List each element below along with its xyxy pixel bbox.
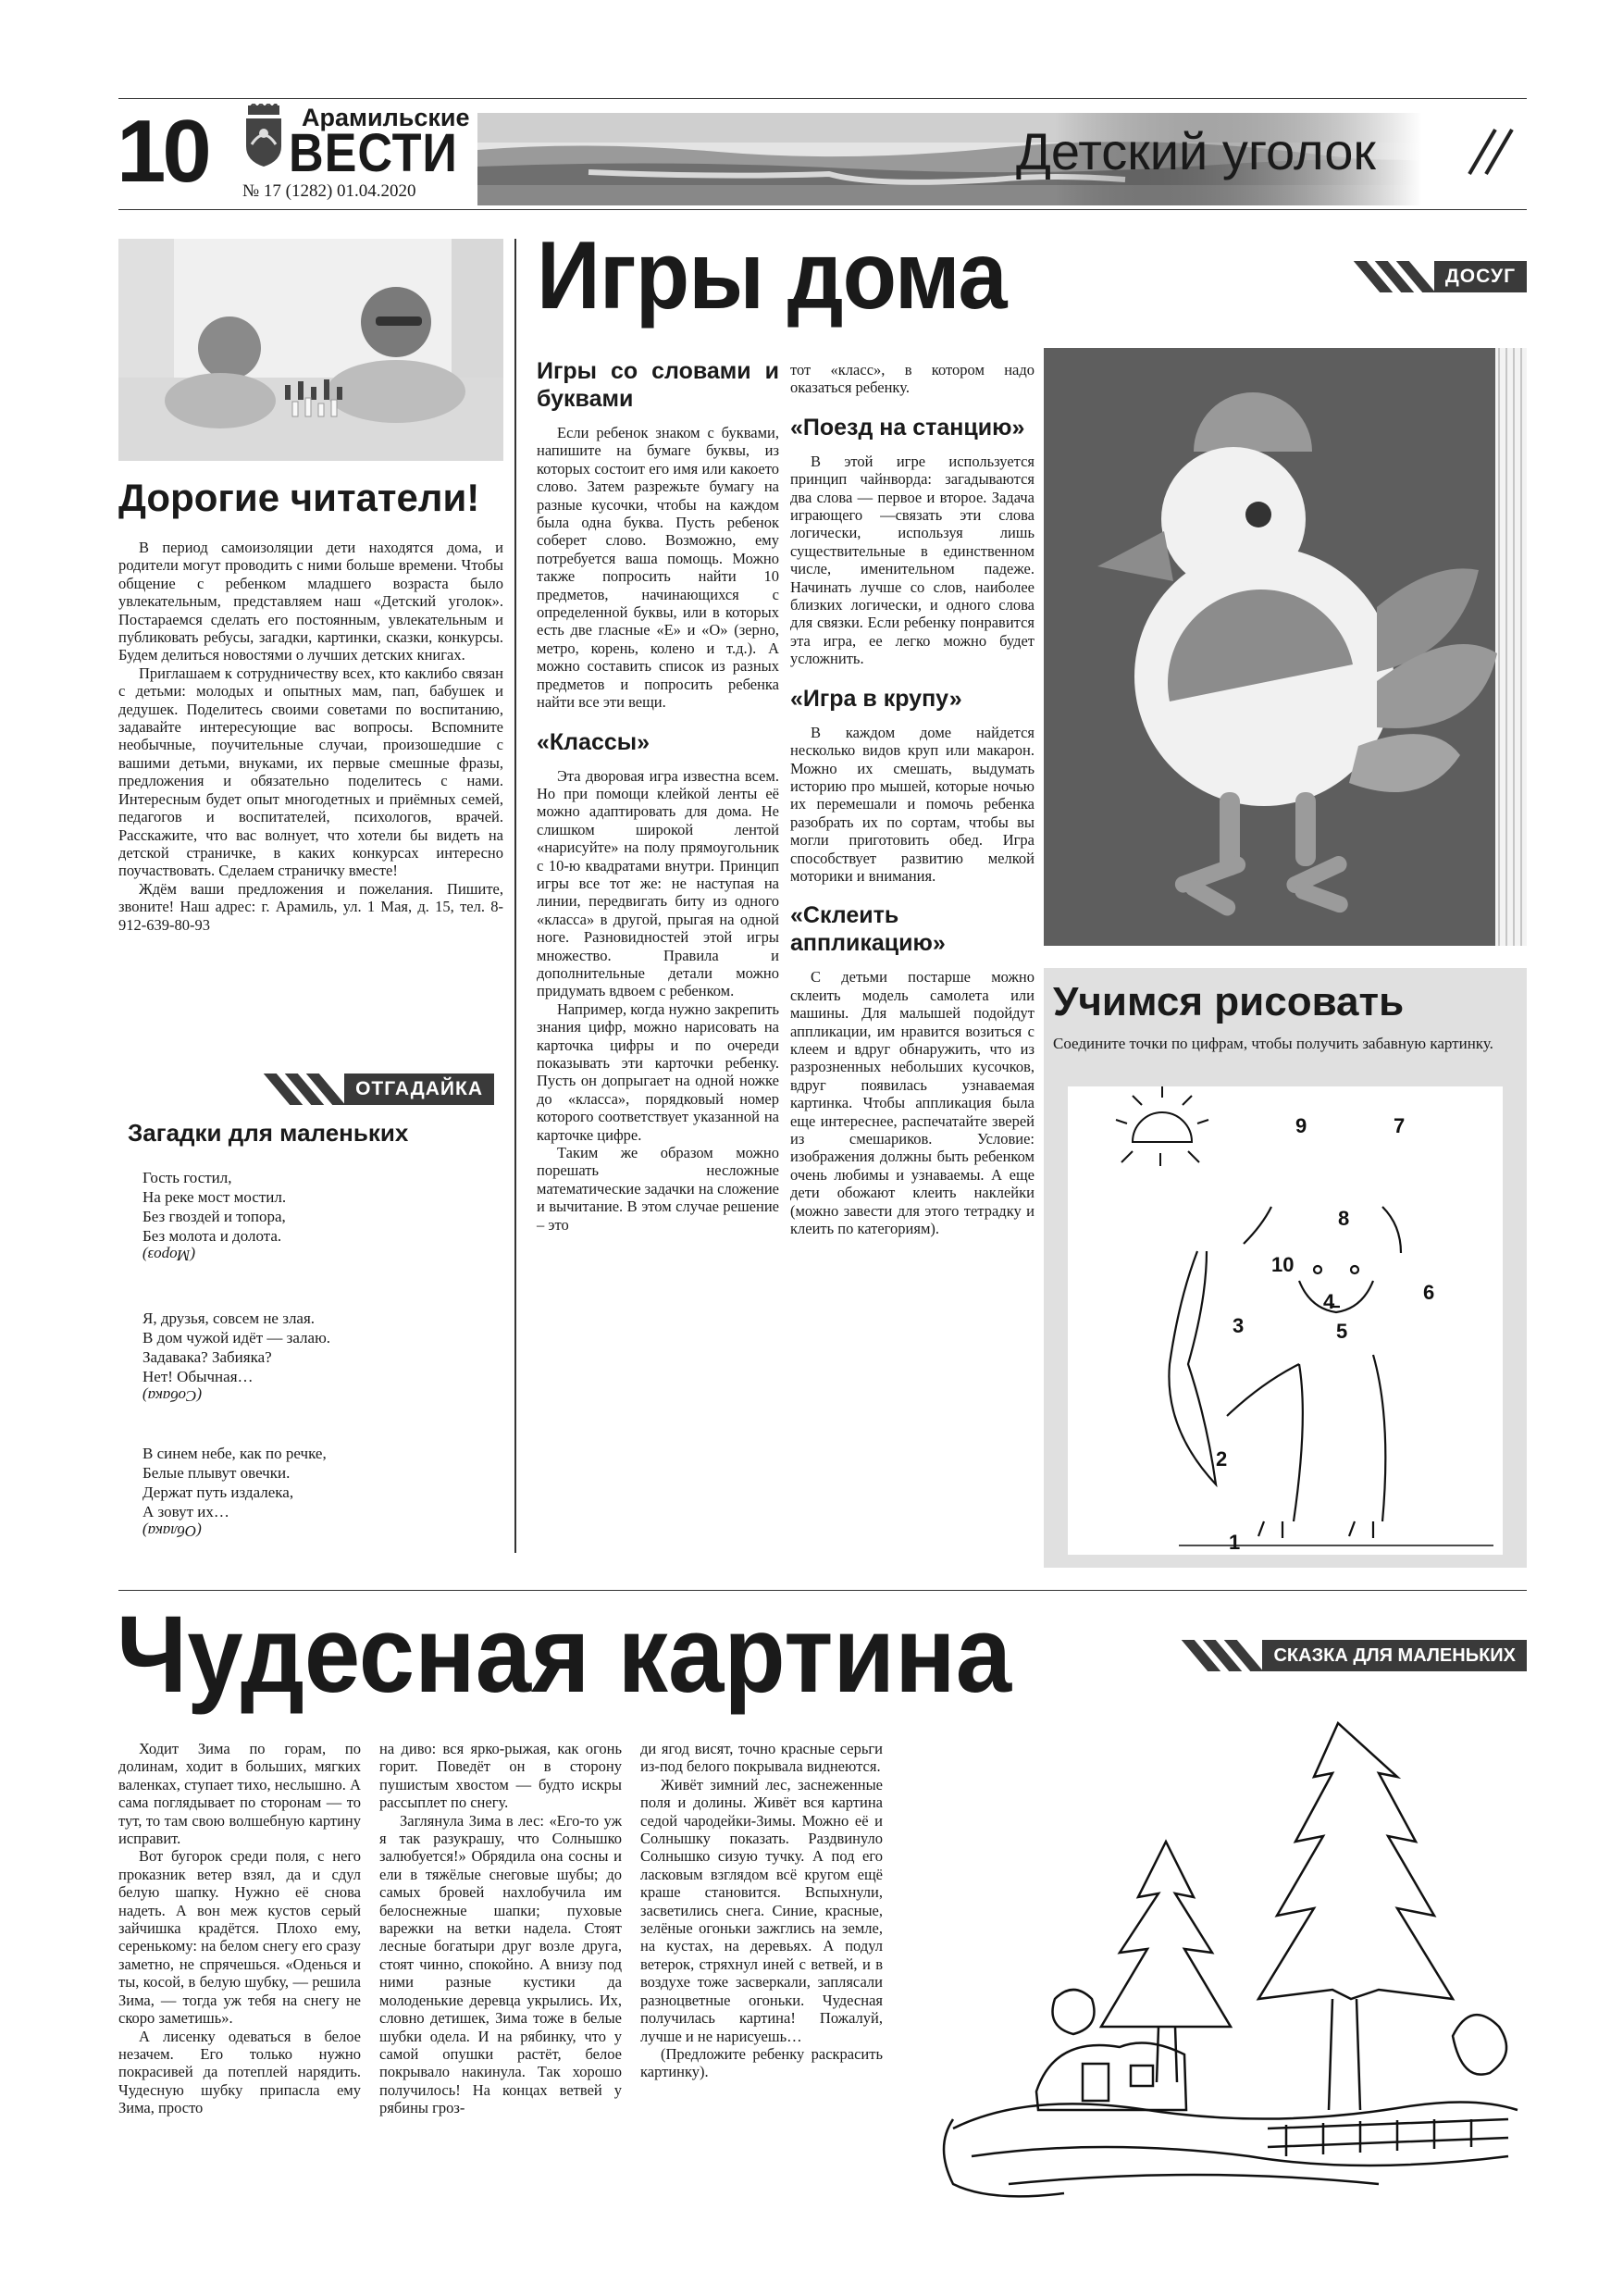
paper-name-top: Арамильские [302,104,470,131]
dot-to-dot-picture [1068,1086,1503,1555]
games-paragraph: Таким же образом можно порешать несложные математические задачки на сложение и вычитание. В этом случае решение – это [537,1144,780,1234]
riddle-line: Я, друзья, совсем не злая. [142,1309,316,1327]
drawing-instruction: Соедините точки по цифрам, чтобы получить забавную картинку. [1053,1035,1493,1052]
letter-body [118,539,503,934]
games-heading: «Игра в крупу» [790,685,962,712]
games-column-2 [790,361,1035,1237]
riddle-answer: (Собака) [142,1387,203,1405]
letter-paragraph: Приглашаем к сотрудничеству всех, кто каклибо связан с детьми: молодых и опытных мам, пап, бабушек и дедушек. Поделитесь своими советами по воспитанию, задавайте интересующие вас вопросы. Вспомните необычные, поучительные случаи, произошедшие с вашими детьми, внуками, их первые смешные фразы, предложения и обязательно поделитесь с нами. Интересным будет опыт многодетных и приёмных семей, педагогов и воспитателей, психологов, врачей. Расскажите, что вас волнует, что хотели бы видеть на детской страничке, в каких конкурсах интересно поучаствовать. Сделаем страничку вместе! [118,664,503,880]
games-paragraph: Эта дворовая игра известна всем. Но при помощи клейкой ленты её можно адаптировать для дома. Не слишком широкой лентой «нарисуйте» на полу прямоугольник с 10-ю квадратами внутри. Принцип игры все тот же: не наступая на линии, передвигать биту из одного «класса» в другой, прыгая на одной ноге. Разновидностей этой игры множество. Правила и дополнительные детали можно придумать вдвоем с ребенком. [537,766,779,1000]
riddle-line: Гость гостил, [142,1169,232,1186]
riddle-line: Нет! Обычная… [142,1368,254,1385]
tale-paragraph: Живёт зимний лес, заснеженные поля и долины. Живёт вся картина седой чародейки-Зимы. Можно её и Солнышку показать. Раздвинуло Солнышко сизую тучку. А под его ласковым взглядом всё кругом ещё краше становится. Вспыхнули, засветились снега. Синие, красные, зелёные огоньки зажглись на земле, на кустах, на деревьях. А подул ветерок, стряхнул иней с ветвей, и в воздухе тоже засверкали, заплясали разноцветные огоньки. Чудесная получилась картина! Пожалуй, лучше и не нарисуешь… [640,1775,883,2045]
dot-label: 10 [1271,1253,1295,1276]
header-bottom-rule [118,209,1527,210]
dot-label: 8 [1338,1207,1350,1230]
games-paragraph: В каждом доме найдется несколько видов круп или макарон. Можно их смешать, выдумать историю про мышей, которые ночью их перемешали и помочь ребенка разобрать их по сортам, чтобы вы могли приготовить обед. Игра способствует развитию мелкой моторики и внимания. [790,723,1035,885]
riddle-line: Без молота и долота. [142,1227,282,1245]
riddle-line: В синем небе, как по речке, [142,1445,327,1462]
tale-tag-label: СКАЗКА ДЛЯ МАЛЕНЬКИХ [1262,1640,1527,1671]
dot-label: 9 [1295,1114,1307,1137]
issue-number: № 17 (1282) 01.04.2020 [242,181,416,201]
dot-label: 3 [1233,1314,1245,1337]
tale-paragraph: Заглянула Зима в лес: «Его-то уж я так разукрашу, что Солнышко залюбуется!» Обрядила она сосны и ели в тяжёлые снеговые шубы; до самых бровей нахлобучила им белоснежные шапки; пуховые варежки на ветки надела. Стоят лесные богатыри друг возле друга, стоят чинно, спокойно. А внизу под ними разные кустики да молоденькие деревца укрылись. Их, словно детишек, Зима тоже в белые шубки одела. И на рябинку, что у самой опушки растёт, белое покрывало накинула. Так хорошо получилось! На концах ветвей у рябины гроз- [379,1811,622,2117]
section-divider [118,1590,1527,1591]
letter-title: Дорогие читатели! [118,476,480,519]
games-paragraph: Например, когда нужно закрепить знания цифр, можно нарисовать на карточка цифры и по очереди показывать эти карточки ребенку. Пусть он допрыгает на одной ножке до «класса», порядковый номер которого соответствует указанной на карточке цифре. [537,999,779,1144]
tag-stripes-icon [1195,1640,1258,1671]
tale-paragraph: А лисенку одеваться в белое незачем. Его только нужно покрасивей да потеплей нарядить. Чудесную шубку припасла ему Зима, просто [118,2027,361,2117]
riddles-tag [226,1074,494,1105]
dot-label: 7 [1394,1114,1406,1137]
winter-landscape-coloring-picture [916,1721,1527,2221]
section-slash-icon [1462,122,1518,186]
tag-stripes-icon [1367,261,1431,292]
chess-children-photo [118,239,503,461]
tale-paragraph: на диво: вся ярко-рыжая, как огонь горит. Поведёт он в сторону пушистым хвостом — будто искры рассыплет по снегу. [379,1740,622,1812]
riddle-line: А зовут их… [142,1503,229,1520]
letter-paragraph: Ждём ваши предложения и пожелания. Пишите, звоните! Наш адрес: г. Арамиль, ул. 1 Мая, д. 15, тел. 8-912-639-80-93 [118,879,503,934]
paper-name-main: ВЕСТИ [289,123,458,183]
bird-applique-photo [1044,348,1527,946]
riddles-title: Загадки для маленьких [128,1119,409,1147]
games-heading: «Классы» [537,728,650,755]
games-paragraph: тот «класс», в котором надо оказаться ребенку. [790,361,1035,397]
games-heading: «Склеить аппликацию» [790,902,946,957]
drawing-title: Учимся рисовать [1053,979,1405,1024]
tag-stripes-icon [277,1074,341,1105]
riddle-1 [142,1168,494,1265]
letter-paragraph: В период самоизоляции дети находятся дома, и родители могут проводить с ними больше времени. Чтобы общение с ребенком младшего возраста было увлекательным, представляем наш «Детский уголок». Постараемся сделать его постоянным, увлекательным и публиковать ребусы, загадки, картинки, сказки, конкурсы. Будем делиться новостями о лучших детских книгах. [118,539,503,664]
column-divider [514,239,516,1553]
dot-label: 5 [1336,1320,1348,1343]
games-heading: Игры со словами и буквами [537,358,779,412]
games-column-1 [537,348,779,1234]
riddle-line: В дом чужой идёт — залаю. [142,1329,331,1347]
games-tag-label: ДОСУГ [1434,261,1527,292]
games-paragraph: В этой игре используется принцип чайнворда: загадываются два слова — первое и второе. Задача играющего —связать эти слова логически, используя лишь существительные в единственном числе, именительном падеже. Начинать лучше со слов, наиболее близких логически, и одного слова для связки. Если ребенку понравится эта игра, ее легко можно будет усложнить. [790,452,1035,668]
tale-tag [1073,1640,1527,1671]
dot-label: 4 [1323,1290,1335,1313]
dot-label: 2 [1216,1447,1228,1471]
riddle-line: Без гвоздей и топора, [142,1208,286,1225]
riddles-tag-label: ОТГАДАЙКА [344,1074,494,1105]
tale-title: Чудесная картина [117,1594,1012,1716]
tale-column-2 [379,1740,622,2117]
games-paragraph: Если ребенок знаком с буквами, напишите на бумаге буквы, из которых состоит его имя или какоето слово. Затем разрежьте бумагу на разные кусочки, чтобы на каждом была одна буква. Пусть ребенок соберет слово. Возможно, ему потребуется ваша помощь. Можно также попросить найти 10 предметов, начинающихся с определенной буквы, или в которых есть две гласные «Е» и «О» (зерно, метро, корень, колено и т.д.). А можно составить список из разных предметов и попросить ребенка найти все эти вещи. [537,424,779,712]
riddle-line: Задавака? Забияка? [142,1348,272,1366]
games-heading: «Поезд на станцию» [790,414,1025,441]
riddle-answer: (Мороз) [142,1247,196,1264]
header-top-rule [118,98,1527,99]
tale-paragraph: (Предложите ребенку раскрасить картинку). [640,2044,883,2081]
tale-paragraph: ди ягод висят, точно красные серьги из-под белого покрывала виднеются. [640,1740,883,1776]
tale-paragraph: Ходит Зима по горам, по долинам, ходит в больших, мягких валенках, ступает тихо, неслышно. А сама поглядывает по сторонам — то тут, то там свою волшебную картину исправит. [118,1740,361,1848]
riddle-line: Держат путь издалека, [142,1483,294,1501]
dot-label: 1 [1229,1531,1241,1554]
dot-label: 6 [1423,1281,1435,1304]
tale-paragraph: Вот бугорок среди поля, с него проказник ветер взял, да и сдул белую шапку. Нужно её снова надеть. А вон меж кустов серый зайчишка крадётся. Плохо ему, серенькому: на белом снегу его сразу заметно, не спрячешься. «Оденься и ты, косой, в белую шубку, — решила Зима, — тогда уж тебя на снегу не скоро заметишь». [118,1847,361,2028]
riddle-line: На реке мост мостил. [142,1188,287,1206]
games-tag [1286,261,1527,292]
sun-icon [1116,1086,1208,1166]
games-paragraph: С детьми постарше можно склеить модель самолета или машины. Для малышей подойдут аппликации, им нравится возиться с клеем и вдруг обнаружить, что из разрозненных небольших кусочков, вдруг появилась узнаваемая картинка. Чтобы аппликация была еще интереснее, распечатайте зверей из смешариков. Условие: изображения должны быть ребенком очень любимы и узнаваемы. А еще дети обожают клеить наклейки (можно завести для этого тетрадку и клеить по категориям). [790,968,1035,1238]
games-title: Игры дома [537,222,1007,329]
page-number: 10 [117,102,208,201]
section-title: Детский уголок [1016,122,1376,180]
riddle-line: Белые плывут овечки. [142,1464,291,1482]
town-crest-icon [242,104,285,168]
drawing-box [1044,968,1527,1568]
tale-column-3 [640,1740,883,2081]
tale-column-1 [118,1740,361,2117]
riddle-2 [142,1309,494,1406]
riddle-3 [142,1444,494,1541]
riddle-answer: (Облака) [142,1522,202,1540]
